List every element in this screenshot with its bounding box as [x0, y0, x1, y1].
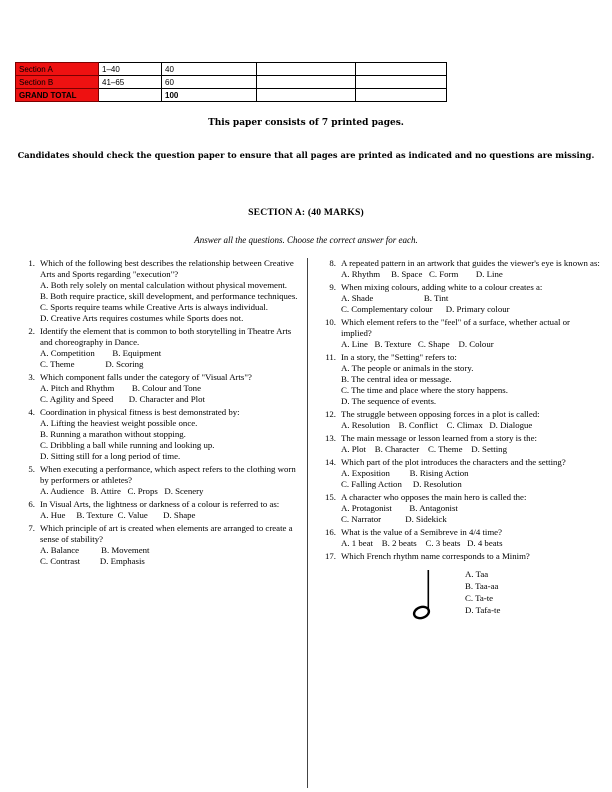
question	[319, 433, 600, 455]
question-number: 5.	[28, 464, 35, 474]
question-body	[40, 407, 303, 462]
questions-area	[18, 258, 600, 788]
question-stem: The main message or lesson learned from a story is the:	[341, 433, 537, 443]
question-stem: What is the value of a Semibreve in 4/4 time?	[341, 527, 502, 537]
question	[319, 317, 600, 350]
score-table-cell	[99, 89, 162, 102]
question-option: D. Sitting still for a long period of time.	[40, 451, 181, 461]
question	[18, 372, 303, 405]
question-option: D. Creative Arts requires costumes while Sports does not.	[40, 313, 244, 323]
question-body	[40, 258, 303, 324]
question-option: A. Exposition B. Rising Action	[341, 468, 469, 478]
question-option: B. Taa-aa	[465, 581, 499, 591]
score-table-body	[16, 63, 447, 102]
question-stem: Which principle of art is created when elements are arranged to create a sense of stability?	[40, 523, 295, 544]
question-option: A. Balance B. Movement	[40, 545, 150, 555]
question-number: 3.	[28, 372, 35, 382]
question-number: 7.	[28, 523, 35, 533]
question-option: A. Pitch and Rhythm B. Colour and Tone	[40, 383, 201, 393]
questions-column-right	[308, 258, 600, 788]
question-option: A. Line B. Texture C. Shape D. Colour	[341, 339, 494, 349]
question-stem: Which element refers to the "feel" of a surface, whether actual or implied?	[341, 317, 573, 338]
question-option: A. Shade B. Tint	[341, 293, 449, 303]
question-stem: The struggle between opposing forces in a plot is called:	[341, 409, 540, 419]
question-number: 6.	[28, 499, 35, 509]
question-number: 10.	[325, 317, 336, 327]
question-option: A. Rhythm B. Space C. Form D. Line	[341, 269, 503, 279]
question-body	[40, 523, 303, 567]
question-body	[40, 464, 303, 497]
question-number: 14.	[325, 457, 336, 467]
question-option: D. Tafa-te	[465, 605, 501, 615]
score-table	[15, 62, 447, 102]
question-number: 15.	[325, 492, 336, 502]
question-option: C. Contrast D. Emphasis	[40, 556, 145, 566]
question-body	[341, 282, 600, 315]
question-body	[341, 492, 600, 525]
question-option: A. Lifting the heaviest weight possible once.	[40, 418, 198, 428]
question-body	[341, 457, 600, 490]
question-number: 2.	[28, 326, 35, 336]
question-option: A. Resolution B. Conflict C. Climax D. Dialogue	[341, 420, 533, 430]
question-stem: Coordination in physical fitness is best demonstrated by:	[40, 407, 240, 417]
candidates-check-note: Candidates should check the question paper to ensure that all pages are printed as indicated and no questions are missing.	[17, 150, 595, 160]
question-number: 13.	[325, 433, 336, 443]
question-option: A. Competition B. Equipment	[40, 348, 162, 358]
question	[319, 551, 600, 622]
score-table-cell: Section A	[16, 63, 99, 76]
question	[18, 523, 303, 567]
question-stem: In a story, the "Setting" refers to:	[341, 352, 457, 362]
question-option: C. Agility and Speed D. Character and Plot	[40, 394, 205, 404]
score-table-cell	[356, 76, 447, 89]
score-table-cell: 40	[162, 63, 257, 76]
section-instruction: Answer all the questions. Choose the correct answer for each.	[194, 235, 418, 245]
question-stem: A character who opposes the main hero is called the:	[341, 492, 527, 502]
score-table-cell	[257, 63, 356, 76]
question-option: A. Audience B. Attire C. Props D. Scenery	[40, 486, 204, 496]
question-option: A. Hue B. Texture C. Value D. Shape	[40, 510, 196, 520]
question-option: A. Protagonist B. Antagonist	[341, 503, 458, 513]
pages-count-note: This paper consists of 7 printed pages.	[208, 118, 404, 128]
question-body	[341, 433, 600, 455]
question-stem: Which component falls under the category of "Visual Arts"?	[40, 372, 252, 382]
question	[319, 282, 600, 315]
question-body	[341, 352, 600, 407]
question-stem: Which part of the plot introduces the characters and the setting?	[341, 457, 566, 467]
question-body	[341, 551, 600, 622]
question-option: C. Sports require teams while Creative Arts is always individual.	[40, 302, 268, 312]
score-table-cell: 1–40	[99, 63, 162, 76]
question-number: 17.	[325, 551, 336, 561]
question	[18, 464, 303, 497]
question	[319, 457, 600, 490]
question-option: A. Plot B. Character C. Theme D. Setting	[341, 444, 507, 454]
question-body	[341, 409, 600, 431]
score-table-cell: Section B	[16, 76, 99, 89]
question	[18, 407, 303, 462]
question	[319, 352, 600, 407]
question-options	[465, 569, 500, 617]
question-option: A. Taa	[465, 569, 489, 579]
question-option: A. The people or animals in the story.	[341, 363, 474, 373]
score-table-row	[16, 89, 447, 102]
score-table-cell: 60	[162, 76, 257, 89]
question	[18, 258, 303, 324]
question	[18, 326, 303, 370]
question	[319, 409, 600, 431]
question-number: 9.	[329, 282, 336, 292]
question-body	[40, 372, 303, 405]
question-stem: Which French rhythm name corresponds to a Minim?	[341, 551, 530, 561]
question-option: C. Narrator D. Sidekick	[341, 514, 447, 524]
score-table-cell	[356, 89, 447, 102]
question-option: B. Both require practice, skill development, and performance techniques.	[40, 291, 298, 301]
question-option: C. Complementary colour D. Primary colour	[341, 304, 510, 314]
score-table-row	[16, 63, 447, 76]
question-stem: When mixing colours, adding white to a colour creates a:	[341, 282, 543, 292]
question-number: 1.	[28, 258, 35, 268]
score-table-cell	[257, 76, 356, 89]
question-stem: When executing a performance, which aspect refers to the clothing worn by performers or athletes?	[40, 464, 298, 485]
question-option: C. Falling Action D. Resolution	[341, 479, 462, 489]
score-table-row	[16, 76, 447, 89]
question-number: 16.	[325, 527, 336, 537]
minim-note-row	[411, 566, 600, 620]
score-table-cell: 41–65	[99, 76, 162, 89]
question-body	[341, 258, 600, 280]
question-option: B. The central idea or message.	[341, 374, 452, 384]
question-option: C. Dribbling a ball while running and looking up.	[40, 440, 215, 450]
question-body	[40, 326, 303, 370]
question-option: C. Theme D. Scoring	[40, 359, 144, 369]
question-body	[341, 317, 600, 350]
score-table-cell	[356, 63, 447, 76]
question-stem: A repeated pattern in an artwork that guides the viewer's eye is known as:	[341, 258, 600, 268]
question-option: C. The time and place where the story happens.	[341, 385, 508, 395]
question-number: 12.	[325, 409, 336, 419]
question-body	[341, 527, 600, 549]
questions-column-left	[18, 258, 303, 788]
minim-note-icon	[411, 566, 437, 620]
question-number: 8.	[329, 258, 336, 268]
question-option: B. Running a marathon without stopping.	[40, 429, 186, 439]
question	[319, 492, 600, 525]
question-option: A. Both rely solely on mental calculation without physical movement.	[40, 280, 287, 290]
question-stem: Identify the element that is common to both storytelling in Theatre Arts and choreography in Dance.	[40, 326, 294, 347]
score-table-cell: GRAND TOTAL	[16, 89, 99, 102]
question-option: A. 1 beat B. 2 beats C. 3 beats D. 4 beats	[341, 538, 503, 548]
question	[319, 258, 600, 280]
question-option: D. The sequence of events.	[341, 396, 437, 406]
question-stem: In Visual Arts, the lightness or darkness of a colour is referred to as:	[40, 499, 280, 509]
question-stem: Which of the following best describes the relationship between Creative Arts and Sports regarding "execution"?	[40, 258, 296, 279]
section-title: SECTION A: (40 MARKS)	[248, 207, 364, 218]
question-number: 4.	[28, 407, 35, 417]
question	[319, 527, 600, 549]
question-option: C. Ta-te	[465, 593, 494, 603]
score-table-cell: 100	[162, 89, 257, 102]
score-table-cell	[257, 89, 356, 102]
question-body	[40, 499, 303, 521]
question-number: 11.	[325, 352, 336, 362]
question	[18, 499, 303, 521]
